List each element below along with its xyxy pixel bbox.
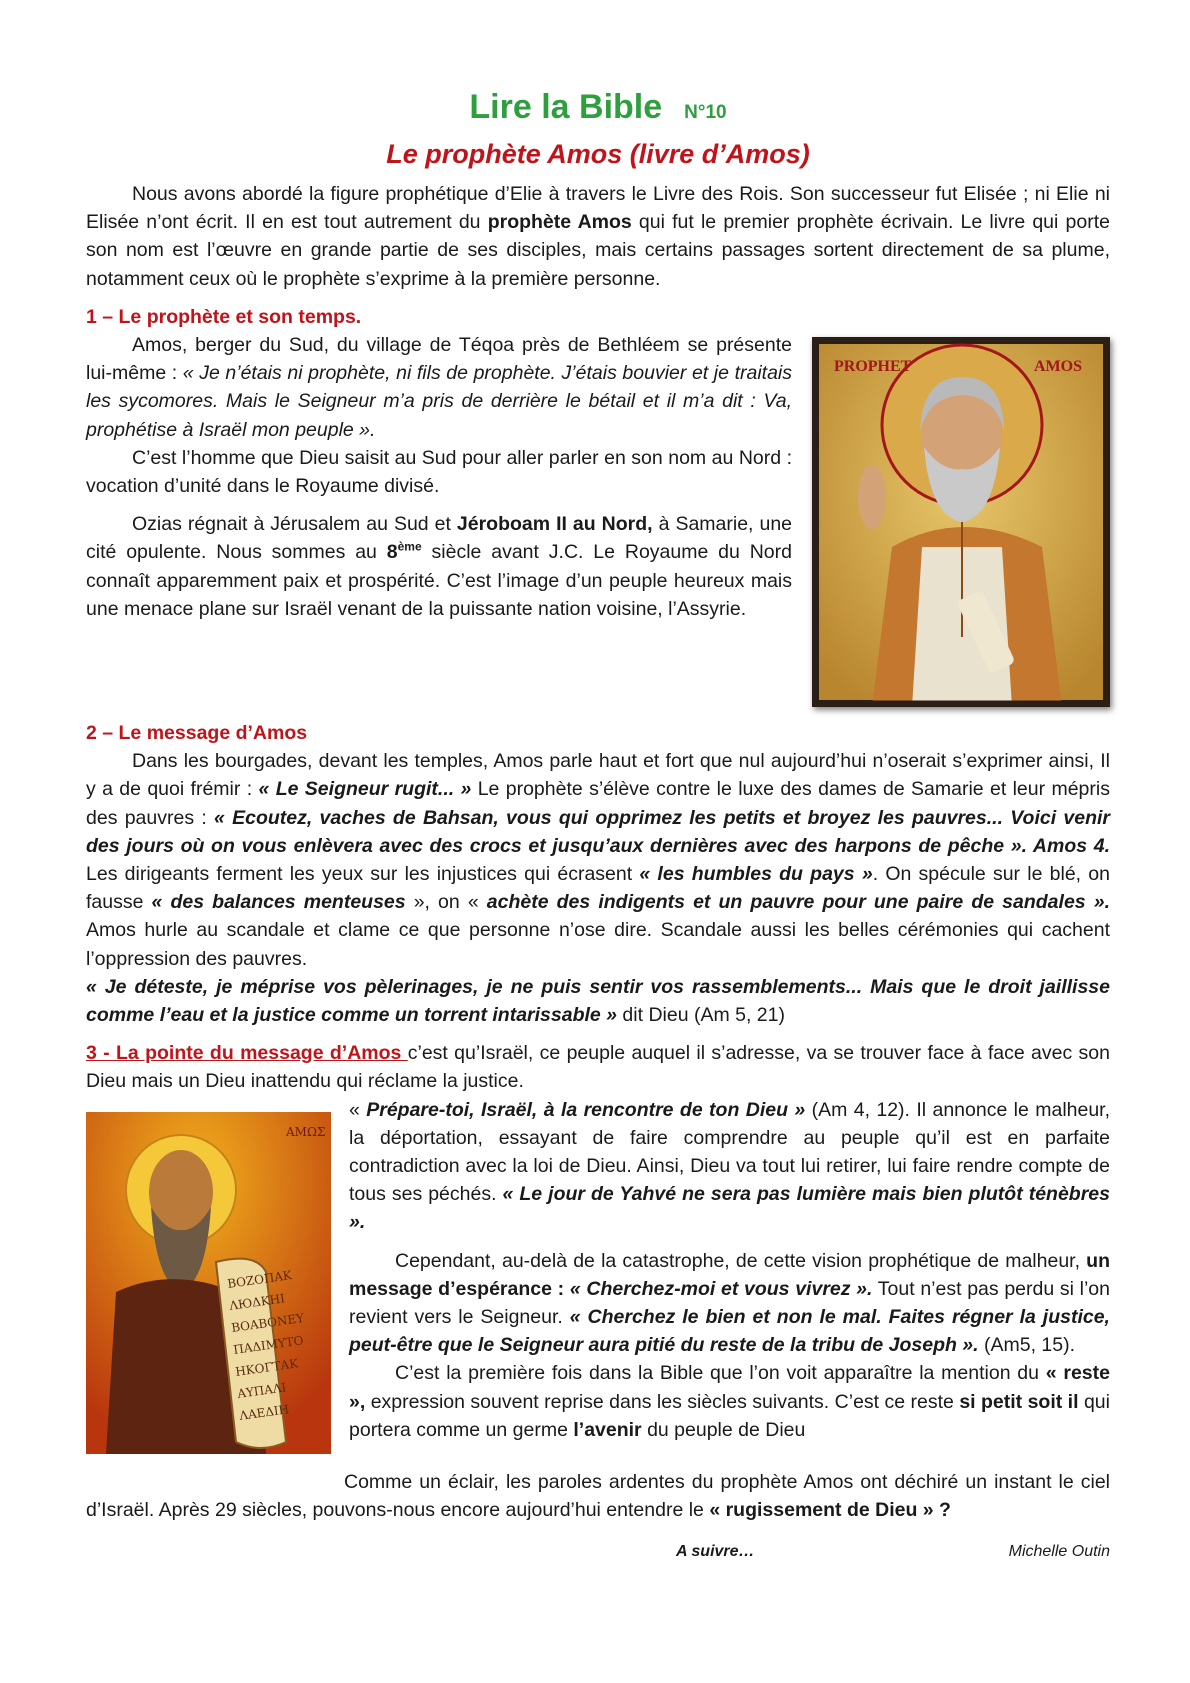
s2-text-1: Dans les bourgades, devant les temples, Amos parle haut et fort que nul aujourd’hui n’oserait s’exprimer ainsi, Il y a de quoi frémir : [86, 750, 1110, 801]
s2-quote-4: « des balances menteuses [151, 891, 406, 914]
s1p1-text: Amos, berger du Sud, du village de Téqoa près de Bethléem se présente lui-même : [86, 334, 792, 385]
author: Michelle Outin [1008, 1543, 1110, 1561]
icon2-label: ΑΜΩΣ [286, 1124, 326, 1139]
s3p3-text-3: qui portera comme un germe [349, 1390, 1110, 1441]
section-3-heading: 3 - La pointe du message d’Amos [86, 1042, 408, 1065]
s3p2-quote-2: « Cherchez le bien et non le mal. Faites régner la justice, peut-être que le Seigneur aura pitié du reste de la tribu de Joseph ». [349, 1306, 1110, 1357]
s1p3-sup: ème [397, 539, 422, 554]
s3p2-text-1: Cependant, au-delà de la catastrophe, de cette vision prophétique de malheur, [395, 1249, 1087, 1272]
s2-text-4: . On spécule sur le blé, on fausse [86, 863, 1111, 914]
amos-scroll-illustration [86, 1112, 331, 1454]
s2-quote-1: « Le Seigneur rugit... » [258, 778, 472, 801]
section-1-paragraph-2: C’est l’homme que Dieu saisit au Sud pour aller parler en son nom au Nord : vocation d’unité dans le Royaume divisé. [86, 446, 792, 498]
page-subtitle: Le prophète Amos (livre d’Amos) [386, 139, 810, 169]
s1p3-text-2: à Samarie, une cité opulente. Nous sommes au [86, 513, 793, 564]
closing-text: Comme un éclair, les paroles ardentes du prophète Amos ont déchiré un instant le ciel d’Israël. Après 29 siècles, pouvons-nous encore aujourd’hui entendre le [86, 1470, 1110, 1521]
icon-label-amos: AMOS [1034, 358, 1082, 376]
icon-label-prophet: PROPHET [834, 358, 912, 376]
section-1-heading: 1 – Le prophète et son temps. [86, 305, 362, 328]
scroll-line: ΑΥΠΑΛΙ [236, 1379, 288, 1401]
s2-text-2: Le prophète s’élève contre le luxe des dames de Samarie et leur mépris des pauvres : [86, 778, 1110, 829]
s3p2-bold-1: un message d’espérance : [349, 1249, 1110, 1300]
intro-paragraph [86, 180, 1110, 293]
scroll-line: ΒΟΖΟΠΑΚ [226, 1267, 293, 1291]
amos-icon-illustration [812, 337, 1110, 707]
s3p3-text-4: du peuple de Dieu [641, 1418, 806, 1441]
s3p2-text-2: Tout n’est pas perdu si l’on revient vers le Seigneur. [349, 1277, 1110, 1329]
amos-icon-image [812, 337, 1110, 707]
amos-scroll-icon-image [86, 1112, 331, 1454]
scroll-line: ΗΚΟΓΤΑΚ [234, 1355, 300, 1379]
s3-lead-text: c’est qu’Israël, ce peuple auquel il s’adresse, va se trouver face à face avec son Dieu mais un Dieu inattendu qui réclame la justice. [86, 1042, 1110, 1093]
s3p1-text: (Am 4, 12). Il annonce le malheur, la déportation, essayant de faire comprendre au peuple qu’il est en parfaite contradiction avec la loi de Dieu. Ainsi, Dieu va tout lui retirer, lui faire rendre compte de tous ses péchés. [349, 1098, 1111, 1206]
section-2-paragraph [86, 747, 1110, 973]
page-title [86, 86, 1110, 134]
intro-bold: prophète Amos [487, 211, 632, 234]
s3p1-open: « [349, 1098, 367, 1121]
to-follow: A suivre… [676, 1543, 755, 1561]
s2-text-6: Amos hurle au scandale et clame ce que personne n’ose dire. Scandale aussi les belles cérémonies qui cachent l’oppression des pauvres. [86, 919, 1110, 970]
s1p1-quote: « Je n’étais ni prophète, ni fils de prophète. J’étais bouvier et je traitais les sycomores. Mais le Seigneur m’a pris de derrière le bétail et il m’a dit : Va, prophétise à Israël mon peuple ». [86, 362, 793, 441]
scroll-line: ΛΑΕΔΙΗ [238, 1401, 290, 1423]
closing-paragraph [86, 1468, 1110, 1524]
s2-quote-3: « les humbles du pays » [639, 863, 873, 886]
s1p3-bold-1: Jéroboam II au Nord, [456, 513, 653, 536]
scroll-line: ΠΑΔΙΜΥΤΟ [232, 1332, 305, 1357]
scroll-line: ΒΟΑΒΟΝΕΥ [230, 1310, 305, 1335]
s2-final-ref: dit Dieu (Am 5, 21) [617, 1004, 785, 1027]
s1p3-bold-2: 8 [386, 541, 398, 564]
s1p3-text-1: Ozias régnait à Jérusalem au Sud et [132, 513, 457, 536]
s2-final-quote: « Je déteste, je méprise vos pèlerinages, je ne puis sentir vos rassemblements... Mais que le droit jaillisse comme l’eau et la justice comme un torrent intarissable » [86, 975, 1110, 1027]
s3p2-text-3: (Am5, 15). [978, 1334, 1076, 1357]
closing-bold: « rugissement de Dieu » ? [709, 1498, 951, 1521]
s3p3-text-2: expression souvent reprise dans les siècles suivants. C’est ce reste [365, 1390, 960, 1413]
s2-quote-5: achète des indigents et un pauvre pour une paire de sandales ». [486, 891, 1110, 914]
intro-text-2: qui fut le premier prophète écrivain. Le livre qui porte son nom est l’œuvre en grande partie de ses disciples, mais certains passages sortent directement de sa plume, notamment ceux où le prophète s’exprime à la première personne. [86, 211, 1110, 290]
section-2-heading: 2 – Le message d’Amos [86, 722, 308, 745]
intro-text-1: Nous avons abordé la figure prophétique d’Elie à travers le Livre des Rois. Son successeur fut Elisée ; ni Elie ni Elisée n’ont écrit. Il en est tout autrement du [86, 183, 1110, 234]
s2-quote-2: « Ecoutez, vaches de Bahsan, vous qui opprimez les petits et broyez les pauvres... Voici venir des jours où on vous enlèvera avec des crocs et jusqu’aux dernières avec des harpons de pêche ». Amos 4. [86, 806, 1110, 857]
s2-text-3: Les dirigeants ferment les yeux sur les injustices qui écrasent [86, 863, 640, 886]
scroll-line: ΛЮΔΚΗΙ [228, 1290, 286, 1313]
article [86, 86, 1111, 1561]
issue-number: N°10 [684, 102, 727, 123]
s1p3-text-3: siècle avant J.C. Le Royaume du Nord connaît apparemment paix et prospérité. C’est l’image d’un peuple heureux mais une menace plane sur Israël venant de la puissante nation voisine, l’Assyrie. [86, 541, 792, 620]
section-2-quote-paragraph [86, 973, 1110, 1029]
title-text: Lire la Bible [469, 88, 663, 126]
s3p3-text-1: C’est la première fois dans la Bible que l’on voit apparaître la mention du [395, 1362, 1046, 1385]
s3p1-quote: Prépare-toi, Israël, à la rencontre de ton Dieu » [366, 1098, 806, 1121]
s3p3-bold-2: si petit soit il [959, 1390, 1079, 1413]
section-3-lead [86, 1039, 1110, 1095]
s3p1-quote-2: « Le jour de Yahvé ne sera pas lumière mais bien plutôt ténèbres ». [349, 1183, 1110, 1234]
s2-text-5: », on « [405, 891, 487, 914]
s3p2-quote-1: « Cherchez-moi et vous vivrez ». [564, 1277, 873, 1300]
s3p3-bold-1: « reste », [349, 1362, 1110, 1413]
s3p3-bold-3: l’avenir [573, 1418, 642, 1441]
